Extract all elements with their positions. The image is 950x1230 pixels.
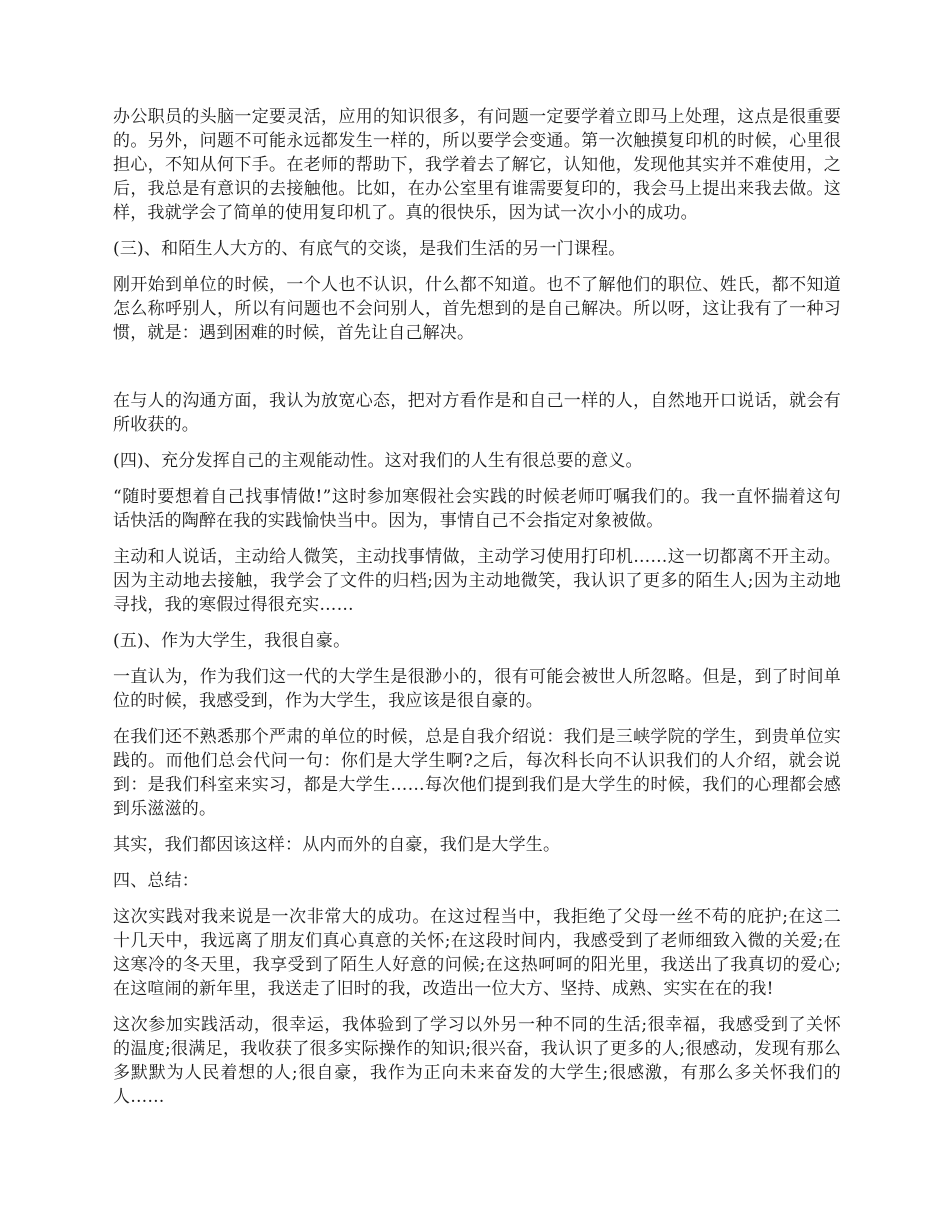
paragraph-communication: 在与人的沟通方面，我认为放宽心态，把对方看作是和自己一样的人，自然地开口说话，就会有所收获的。	[113, 391, 841, 435]
paragraph-strangers: 刚开始到单位的时候，一个人也不认识，什么都不知道。也不了解他们的职位、姓氏，都不知道怎么称呼别人，所以有问题也不会问别人，首先想到的是自己解决。所以呀，这让我有了一种习惯，就是：遇到困难的时候，首先让自己解决。	[113, 275, 841, 343]
paragraph-summary-experience: 这次参加实践活动，很幸运，我体验到了学习以外另一种不同的生活;很幸福，我感受到了关怀的温度;很满足，我收获了很多实际操作的知识;很兴奋，我认识了更多的人;很感动，发现有那么多默默为人民着想的人;很自豪，我作为正向未来奋发的大学生;很感激，有那么多关怀我们的人……	[113, 1015, 841, 1107]
paragraph-initiative: 主动和人说话，主动给人微笑，主动找事情做，主动学习使用打印机……这一切都离不开主动。因为主动地去接触，我学会了文件的归档;因为主动地微笑，我认识了更多的陌生人;因为主动地寻找，我的寒假过得很充实……	[113, 547, 841, 615]
paragraph-pride: 一直认为，作为我们这一代的大学生是很渺小的，很有可能会被世人所忽略。但是，到了时间单位的时候，我感受到，作为大学生，我应该是很自豪的。	[113, 667, 841, 711]
paragraph-teacher-quote: “随时要想着自己找事情做!”这时参加寒假社会实践的时候老师叮嘱我们的。我一直怀揣着这句话快活的陶醉在我的实践愉快当中。因为，事情自己不会指定对象被做。	[113, 487, 841, 531]
paragraph-summary-success: 这次实践对我来说是一次非常大的成功。在这过程当中，我拒绝了父母一丝不苟的庇护;在这二十几天中，我远离了朋友们真心真意的关怀;在这段时间内，我感受到了老师细致入微的关爱;在这寒冷的冬天里，我享受到了陌生人好意的问候;在这热呵呵的阳光里，我送出了我真切的爱心;在这喧闹的新年里，我送走了旧时的我，改造出一位大方、坚持、成熟、实实在在的我!	[113, 907, 841, 999]
heading-summary: 四、总结：	[113, 871, 199, 891]
paragraph-copier: 办公职员的头脑一定要灵活，应用的知识很多，有问题一定要学着立即马上处理，这点是很重要的。另外，问题不可能永远都发生一样的，所以要学会变通。第一次触摸复印机的时候，心里很担心，不知从何下手。在老师的帮助下，我学着去了解它，认知他，发现他其实并不难使用，之后，我总是有意识的去接触他。比如，在办公室里有谁需要复印的，我会马上提出来我去做。这样，我就学会了简单的使用复印机了。真的很快乐，因为试一次小小的成功。	[113, 107, 841, 223]
heading-section-3: (三)、和陌生人大方的、有底气的交谈，是我们生活的另一门课程。	[113, 239, 626, 259]
heading-section-4: (四)、充分发挥自己的主观能动性。这对我们的人生有很总要的意义。	[113, 451, 643, 471]
paragraph-conclusion-pride: 其实，我们都因该这样：从内而外的自豪，我们是大学生。	[113, 835, 561, 855]
paragraph-introduction: 在我们还不熟悉那个严肃的单位的时候，总是自我介绍说：我们是三峡学院的学生，到贵单位实践的。而他们总会代问一句：你们是大学生啊?之后，每次科长向不认识我们的人介绍，就会说到：是我们科室来实习，都是大学生……每次他们提到我们是大学生的时候，我们的心理都会感到乐滋滋的。	[113, 727, 841, 819]
heading-section-5: (五)、作为大学生，我很自豪。	[113, 631, 351, 651]
document-body	[113, 105, 841, 1121]
